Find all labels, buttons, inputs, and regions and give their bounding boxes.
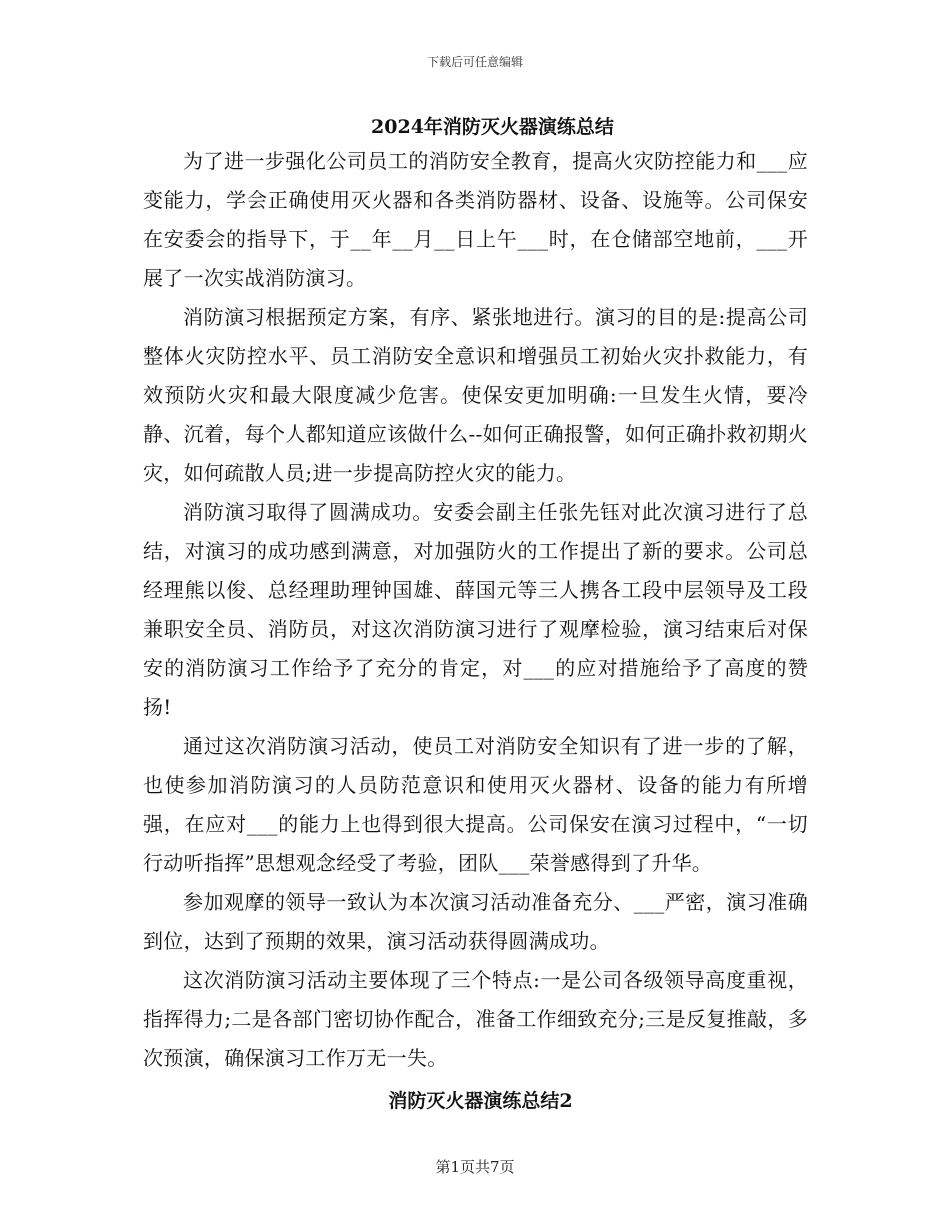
- header-note: 下载后可任意编辑: [426, 55, 523, 69]
- paragraph-4: 通过这次消防演习活动，使员工对消防安全知识有了进一步的了解，也使参加消防演习的人员防范意识和使用灭火器材、设备的能力有所增强，在应对___的能力上也得到很大提高。公司保安在演习过程中，“一切行动听指挥”思想观念经受了考验，团队___荣誉感得到了升华。: [143, 734, 808, 875]
- page-number: 第1页共7页: [435, 1158, 515, 1176]
- paragraph-5: 参加观摩的领导一致认为本次演习活动准备充分、___严密，演习准确到位，达到了预期的效果，演习活动获得圆满成功。: [143, 890, 808, 953]
- paragraph-3: 消防演习取得了圆满成功。安委会副主任张先钰对此次演习进行了总结，对演习的成功感到满意，对加强防火的工作提出了新的要求。公司总经理熊以俊、总经理助理钟国雄、薛国元等三人携各工段中层领导及工段兼职安全员、消防员，对这次消防演习进行了观摩检验，演习结束后对保安的消防演习工作给予了充分的肯定，对___的应对措施给予了高度的赞扬!: [143, 500, 808, 719]
- paragraph-2: 消防演习根据预定方案，有序、紧张地进行。演习的目的是:提高公司整体火灾防控水平、员工消防安全意识和增强员工初始火灾扑救能力，有效预防火灾和最大限度减少危害。使保安更加明确:一旦发生火情，要冷静、沉着，每个人都知道应该做什么--如何正确报警，如何正确扑救初期火灾，如何疏散人员;进一步提高防控火灾的能力。: [143, 305, 808, 485]
- paragraph-1: 为了进一步强化公司员工的消防安全教育，提高火灾防控能力和___应变能力，学会正确使用灭火器和各类消防器材、设备、设施等。公司保安在安委会的指导下，于__年__月__日上午___时，在仓储部空地前，___开展了一次实战消防演习。: [143, 149, 808, 290]
- document-title: 2024年消防灭火器演练总结: [371, 116, 614, 138]
- document-body: [143, 112, 808, 1120]
- section-title: 消防灭火器演练总结2: [388, 1090, 573, 1112]
- paragraph-6: 这次消防演习活动主要体现了三个特点:一是公司各级领导高度重视，指挥得力;二是各部门密切协作配合，准备工作细致充分;三是反复推敲，多次预演，确保演习工作万无一失。: [143, 968, 808, 1070]
